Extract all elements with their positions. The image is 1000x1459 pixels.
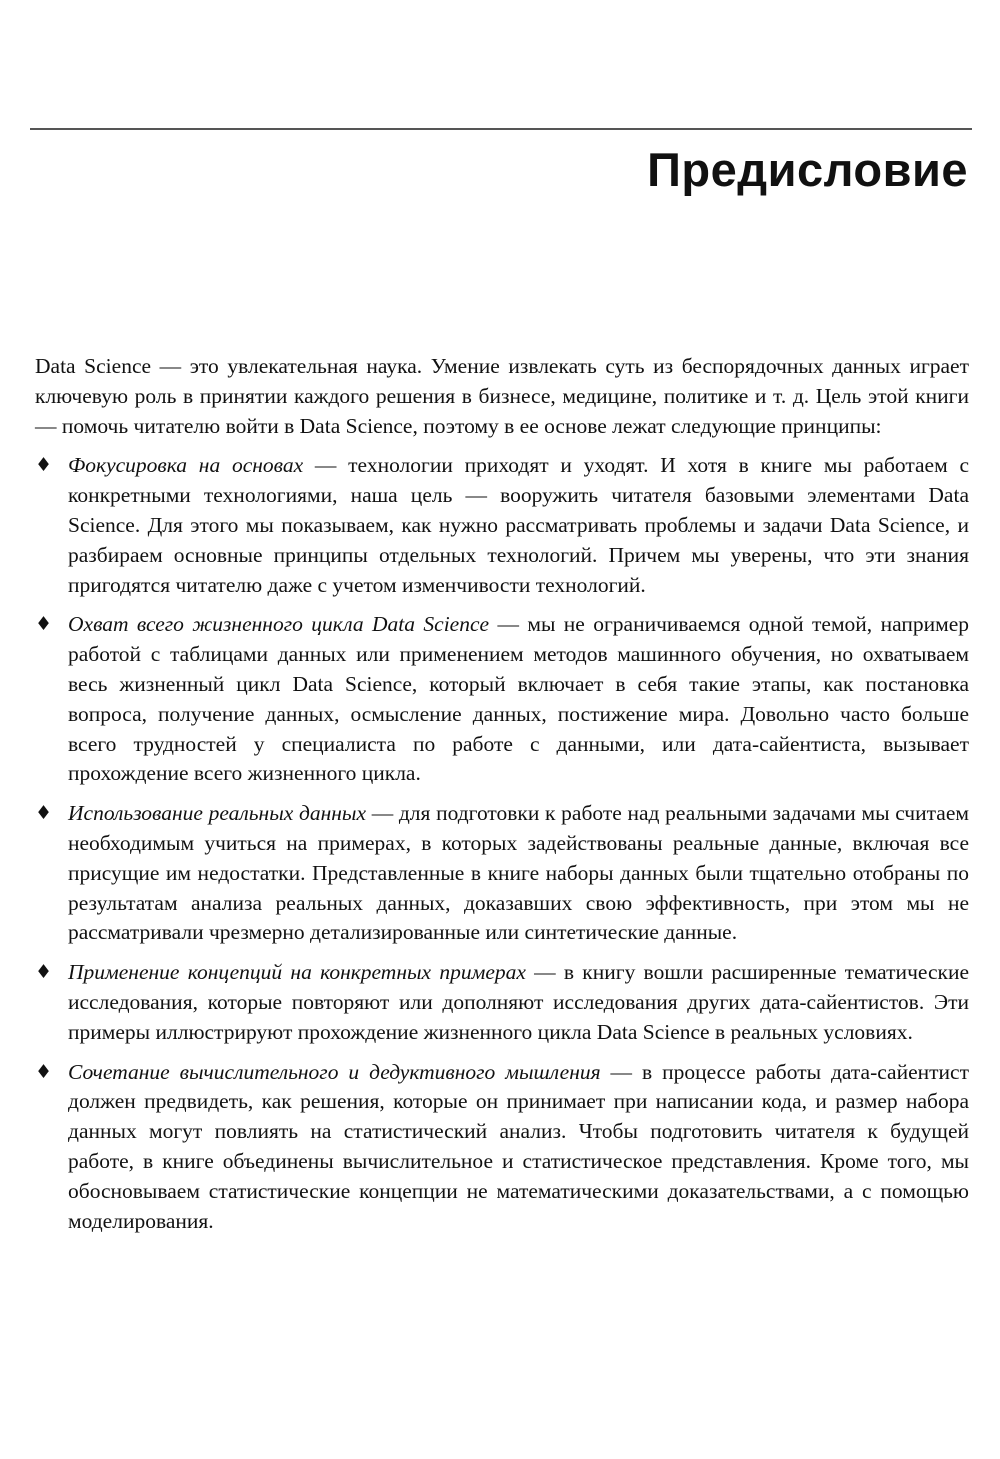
diamond-bullet-icon: ♦ <box>35 1060 53 1083</box>
list-item <box>35 451 969 600</box>
bullet-term: Сочетание вычислительного и дедуктивного мышления <box>68 1059 601 1084</box>
top-rule <box>30 128 972 130</box>
diamond-bullet-icon: ♦ <box>35 961 53 984</box>
intro-paragraph: Data Science — это увлекательная наука. Умение извлекать суть из беспорядочных данных играет ключевую роль в принятии каждого решения в бизнесе, медицине, политике и т. д. Цель этой книги — помочь читателю войти в Data Science, поэтому в ее основе лежат следующие принципы: <box>35 354 969 438</box>
bullet-text: — в процессе работы дата-сайентист должен предвидеть, как решения, которые он принимает при написании кода, и размер набора данных могут повлиять на статистический анализ. Чтобы подготовить читателя к будущей работе, в книге объединены вычислительное и статистическое представления. Кроме того, мы обосновываем статистические концепции не математическими доказательствами, а с помощью моделирования. <box>68 1059 969 1233</box>
diamond-bullet-icon: ♦ <box>35 613 53 636</box>
diamond-bullet-icon: ♦ <box>35 454 53 477</box>
principles-list <box>35 451 969 1236</box>
bullet-term: Фокусировка на основах <box>68 453 304 478</box>
chapter-title: Предисловие <box>647 143 968 196</box>
preface-body <box>35 352 969 1246</box>
bullet-text: — технологии приходят и уходят. И хотя в книге мы работаем с конкретными технологиями, наша цель — вооружить читателя базовыми элементами Data Science. Для этого мы показываем, как нужно рассматривать проблемы и задачи Data Science, и разбираем основные принципы отдельных технологий. Причем мы уверены, что эти знания пригодятся читателю даже с учетом изменчивости технологий. <box>68 453 969 597</box>
list-item <box>35 958 969 1047</box>
bullet-text: — в книгу вошли расширенные тематические исследования, которые повторяют или дополняют исследования других дата-сайентистов. Эти примеры иллюстрируют прохождение жизненного цикла Data Science в реальных условиях. <box>68 960 969 1044</box>
list-item <box>35 1058 969 1237</box>
list-item <box>35 610 969 789</box>
diamond-bullet-icon: ♦ <box>35 802 53 825</box>
bullet-text: — для подготовки к работе над реальными задачами мы считаем необходимым учиться на примерах, в которых задействованы реальные данные, включая все присущие им недостатки. Представленные в книге наборы данных были тщательно отобраны по результатам анализа реальных данных, доказавших свою эффективность, при этом мы не рассматривали чрезмерно детализированные или синтетические данные. <box>68 801 969 945</box>
list-item <box>35 799 969 948</box>
bullet-term: Охват всего жизненного цикла Data Science <box>68 612 490 637</box>
bullet-term: Применение концепций на конкретных примерах <box>68 960 526 985</box>
bullet-term: Использование реальных данных <box>68 801 367 826</box>
bullet-text: — мы не ограничиваемся одной темой, например работой с таблицами данных или применением методов машинного обучения, но охватываем весь жизненный цикл Data Science, который включает в себя такие этапы, как постановка вопроса, получение данных, осмысление данных, постижение мира. Довольно часто больше всего трудностей у специалиста по работе с данными, или дата-сайентиста, вызывает прохождение всего жизненного цикла. <box>68 612 970 786</box>
